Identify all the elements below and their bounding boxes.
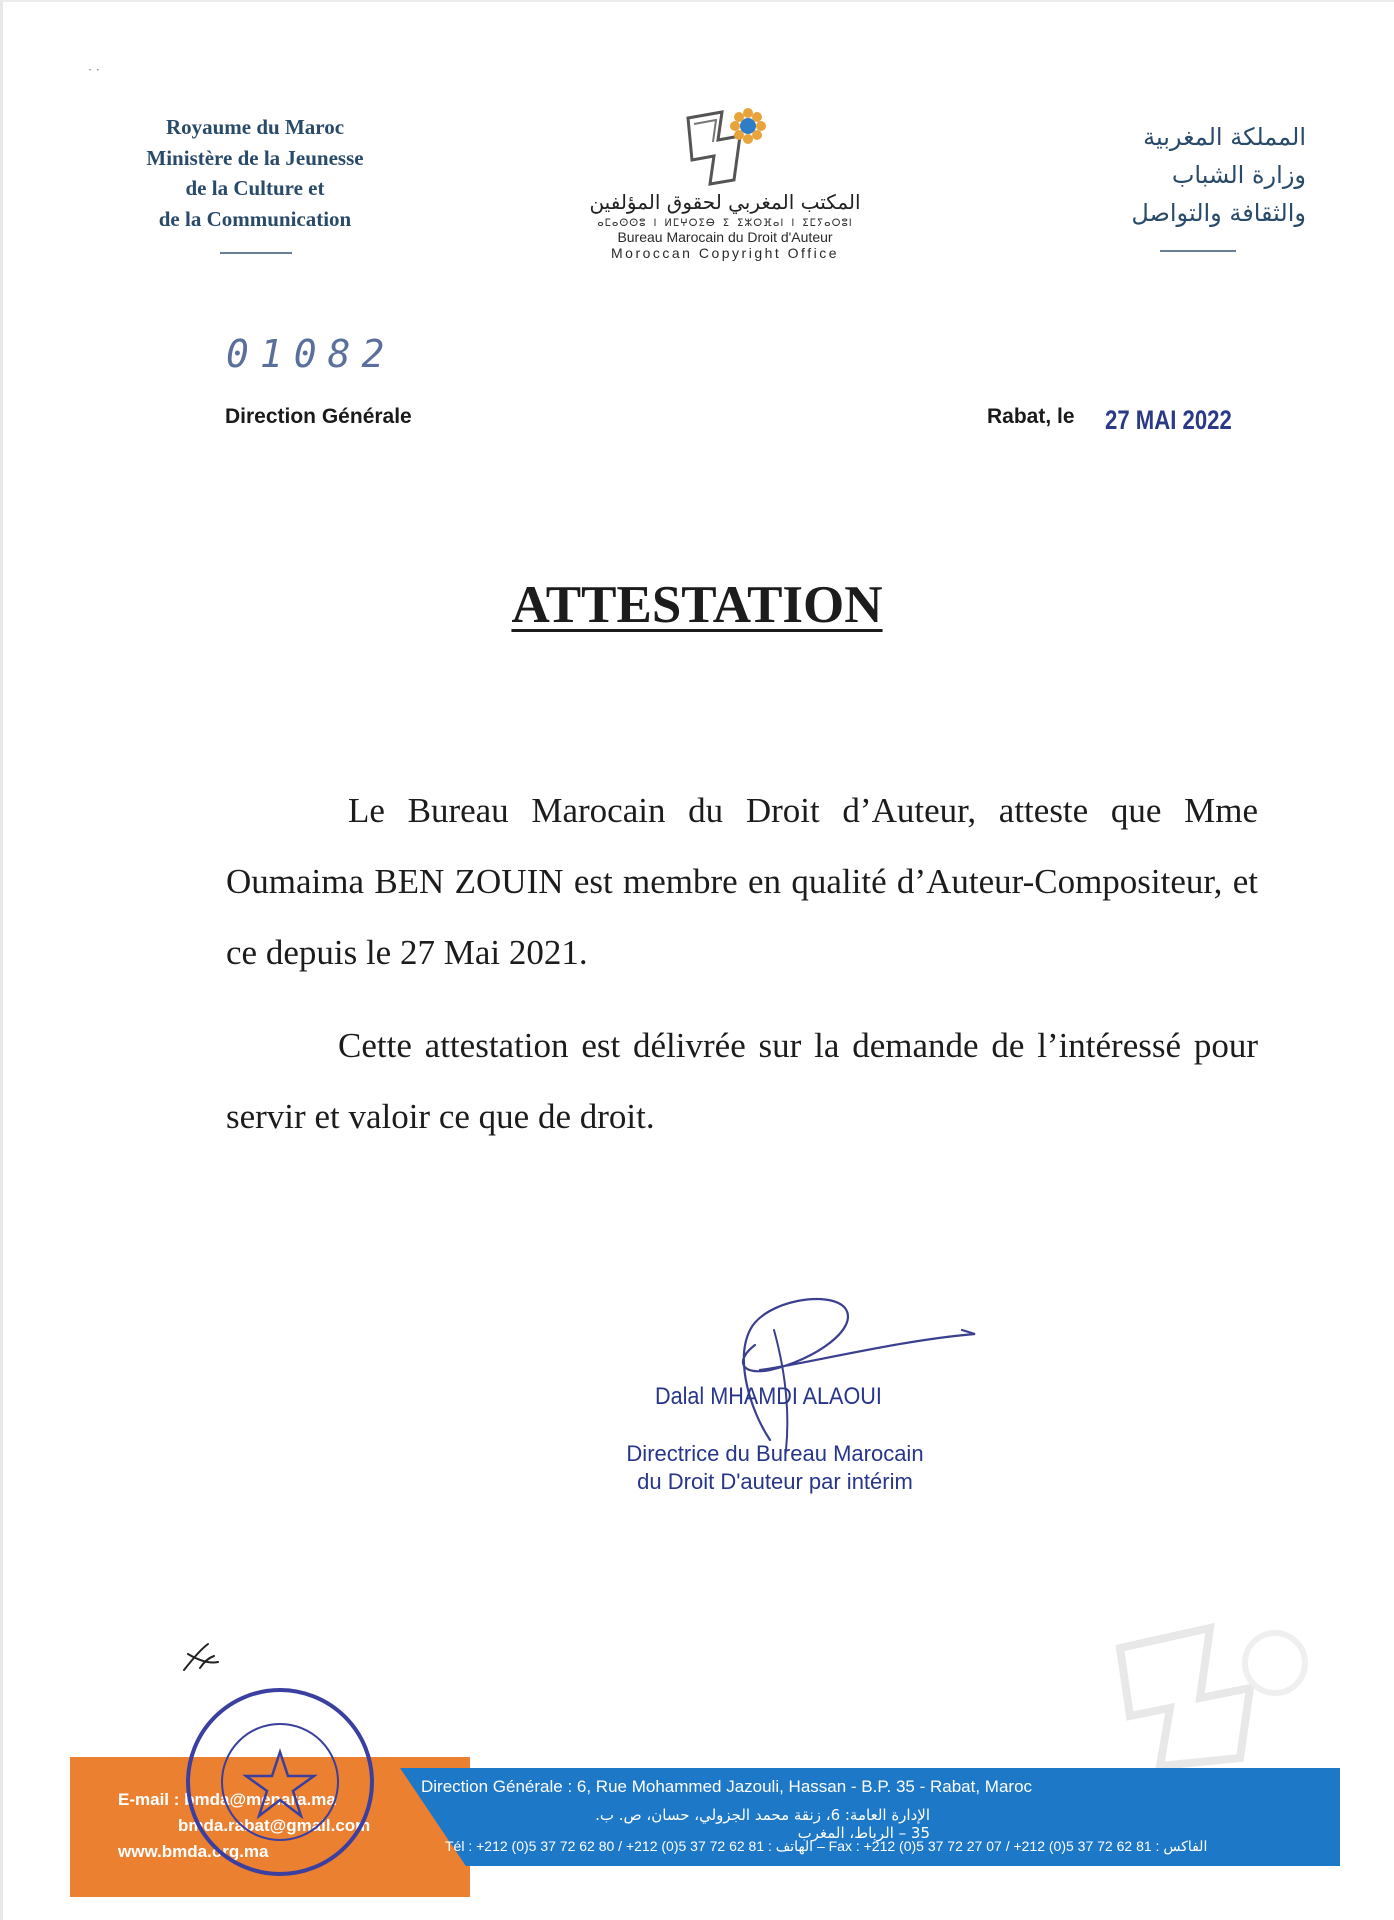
footer-email[interactable]: E-mail : bmda@menara.ma xyxy=(118,1790,336,1809)
logo-french-name: Bureau Marocain du Droit d'Auteur xyxy=(617,229,833,245)
date-stamp: 27 MAI 2022 xyxy=(1105,405,1232,435)
logo-tifinagh-name: ⴰⵎⴰⵙⵙⵓ ⵏ ⵍⵎⵖⵔⵉⴱ ⵉ ⵉⵣⵔⴼⴰⵏ ⵏ ⵉⵎⵢⴰⵔⵓⵏ xyxy=(597,218,853,229)
ministry-header-arabic xyxy=(1006,118,1306,232)
footer-email-2[interactable]: bmda.rabat@gmail.com xyxy=(178,1816,371,1835)
document-title: ATTESTATION xyxy=(511,576,883,634)
department-label: Direction Générale xyxy=(225,405,412,428)
document-title-wrap xyxy=(0,575,1394,635)
logo-arabic-name: المكتب المغربي لحقوق المؤلفين xyxy=(589,190,861,214)
signatory-title-line: Directrice du Bureau Marocain xyxy=(626,1441,924,1466)
header-line: Ministère de la Jeunesse xyxy=(146,145,364,170)
place-date-prefix: Rabat, le xyxy=(987,405,1075,428)
footer-website[interactable]: www.bmda.org.ma xyxy=(118,1842,269,1861)
header-line: de la Culture et xyxy=(185,176,325,200)
header-line-ar: والثقافة والتواصل xyxy=(1131,199,1306,227)
footer-address-french: Direction Générale : 6, Rue Mohammed Jazouli, Hassan - B.P. 35 - Rabat, Maroc xyxy=(421,1777,1033,1796)
body-paragraph-2: Cette attestation est délivrée sur la demande de l’intéressé pour servir et valoir ce que de droit. xyxy=(226,1026,1258,1136)
footer-phone-fax: Tél : +212 (0)5 37 72 62 80 / +212 (0)5 37 72 62 81 : الهاتف – Fax : +212 (0)5 37 72 27 07 / +212 (0)5 37 72 62 81 : الفاكس xyxy=(445,1838,1208,1854)
reference-number: 01082 xyxy=(226,332,396,376)
header-rule-right xyxy=(1160,250,1236,252)
footer-address-arabic: الإدارة العامة: 6، زنقة محمد الجزولي، حسان، ص. ب. 35 – الرباط، المغرب xyxy=(595,1806,930,1842)
handwritten-initial xyxy=(178,1640,228,1680)
ministry-header-french xyxy=(115,112,395,234)
bmda-logo xyxy=(585,100,865,261)
watermark-logo-icon xyxy=(1100,1608,1320,1768)
bmda-logo-icon xyxy=(670,100,780,190)
header-line-ar: المملكة المغربية xyxy=(1143,123,1306,151)
signatory-title-line: du Droit D'auteur par intérim xyxy=(637,1469,913,1494)
official-seal-stamp xyxy=(180,1682,380,1882)
body-paragraph-1: Le Bureau Marocain du Droit d’Auteur, atteste que Mme Oumaima BEN ZOUIN est membre en qualité d’Auteur-Compositeur, et ce depuis le 27 Mai 2021. xyxy=(226,791,1258,972)
header-line: Royaume du Maroc xyxy=(165,115,345,139)
handwritten-signature xyxy=(640,1290,980,1460)
header-line-ar: وزارة الشباب xyxy=(1171,161,1306,189)
header-rule-left xyxy=(220,252,292,254)
logo-english-name: Moroccan Copyright Office xyxy=(611,245,839,261)
scan-speck: · · xyxy=(88,62,100,77)
signatory-name: Dalal MHAMDI ALAOUI xyxy=(655,1383,882,1410)
header-line: de la Communication xyxy=(158,206,352,231)
signatory-title xyxy=(620,1440,930,1496)
